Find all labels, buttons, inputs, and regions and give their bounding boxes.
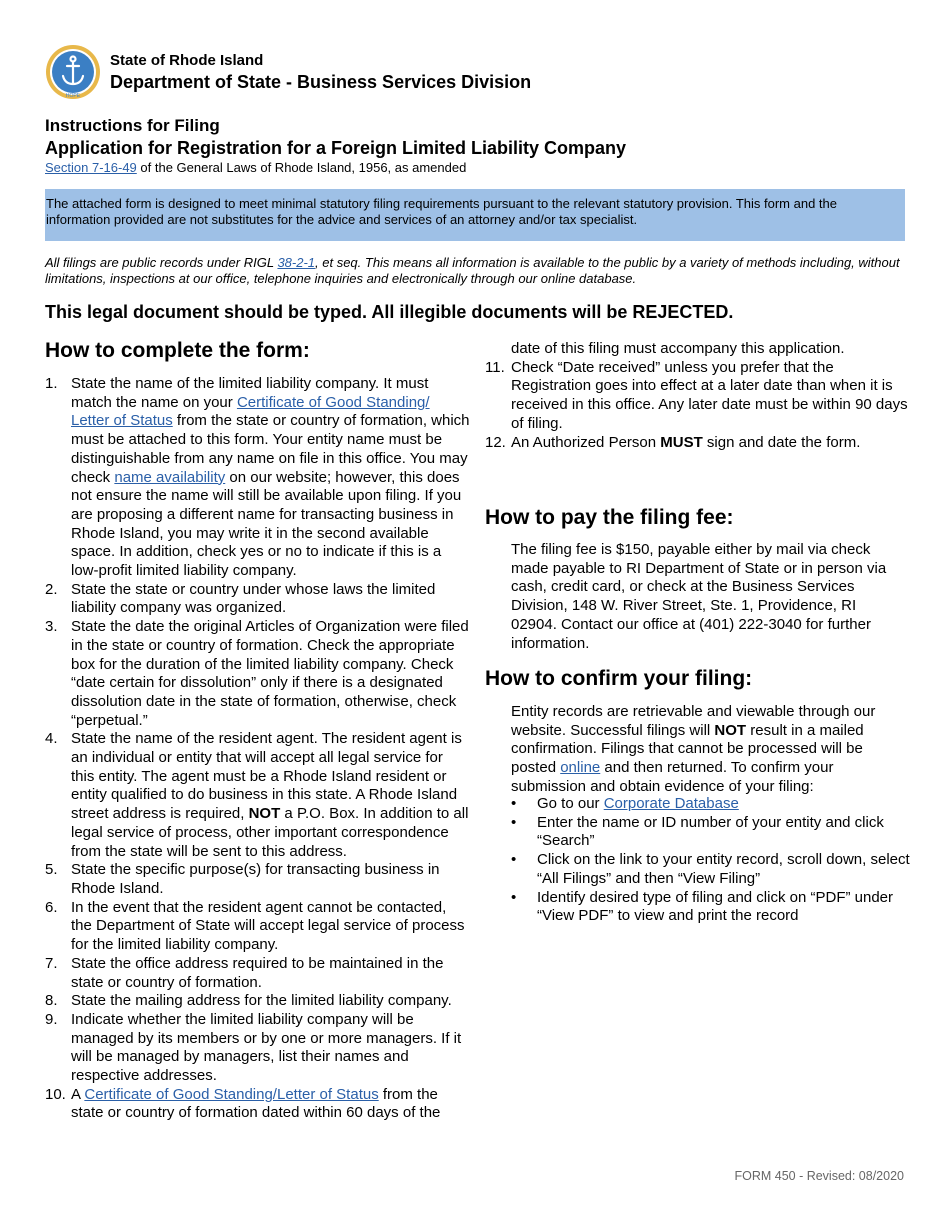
law-reference (45, 160, 466, 175)
list-item: 9. Indicate whether the limited liability company will be managed by its members or by one or more managers. If it will be managed by managers, list their names and respective addresses. (45, 1010, 462, 1085)
list-item: 2. State the state or country under whose laws the limited liability company was organized. (45, 580, 436, 617)
complete-form-heading: How to complete the form: (45, 339, 310, 362)
law-section-link[interactable]: Section 7-16-49 (45, 160, 137, 175)
list-item: • Enter the name or ID number of your entity and click “Search” (511, 813, 884, 850)
department-name: Department of State - Business Services Division (110, 72, 532, 92)
svg-text:HOPE: HOPE (65, 93, 81, 99)
list-item-continued: date of this filing must accompany this application. (511, 340, 845, 357)
instructions-title: Instructions for Filing (45, 116, 220, 135)
disclaimer-notice: The attached form is designed to meet minimal statutory filing requirements pursuant to the relevant statutory provision. This form and the information provided are not substitutes for the advice and services of an attorney and/or tax specialist. (45, 189, 905, 241)
confirm-filing-heading: How to confirm your filing: (485, 667, 753, 690)
law-reference-text: of the General Laws of Rhode Island, 1956, as amended (136, 160, 467, 175)
list-item: 8. State the mailing address for the limited liability company. (45, 992, 452, 1010)
list-item: • Click on the link to your entity record, scroll down, select “All Filings” and then “View Filing” (511, 851, 910, 887)
list-item: 6. In the event that the resident agent cannot be contacted, the Department of State will accept legal service of process for the limited liability company. (45, 898, 465, 954)
online-link[interactable]: online (560, 759, 601, 777)
confirm-filing-text: Entity records are retrievable and viewable through our website. Successful filings will NOT result in a mailed confirmation. Filings that cannot be processed will be posted online and then returned. To confirm your submission and obtain evidence of your filing: (511, 703, 876, 795)
filing-fee-heading: How to pay the filing fee: (485, 506, 734, 529)
typed-warning: This legal document should be typed. All illegible documents will be REJECTED. (45, 302, 734, 322)
list-item: 1. State the name of the limited liability company. It must match the name on your Certificate of Good Standing/ Letter of Status from the state or country of formation, which must be attached to this form. Your entity name must be distinguishable from any name on file in this office. You may check name availability on our website; however, this does not ensure the name will still be available upon filing. If you are proposing a different name for transacting business in Rhode Island, you may write it in the second available space. In addition, check yes or no to indicate if this is a low-profit limited liability company. (45, 375, 470, 580)
list-item: 3. State the date the original Articles of Organization were filed in the state or country of formation. Check the appropriate box for the duration of the limited liability company. Check “date certain for dissolution” only if there is a designated dissolution date in the state of formation, otherwise, check “perpetual.” (45, 618, 469, 729)
filing-fee-text: The filing fee is $150, payable either by mail via check made payable to RI Department of State or in person via cash, credit card, or check at the Business Services Division, 148 W. River Street, Ste. 1, Providence, RI 02904. Contact our office at (401) 222-3040 for further information. (511, 541, 887, 652)
corporate-database-link[interactable]: Corporate Database (603, 795, 739, 812)
public-records-notice: All filings are public records under RIGL 38-2-1, et seq. This means all information is available to the public by a variety of methods including, without limitations, inspections at our office, telephone inquiries and electronically through our online database. (45, 255, 900, 286)
good-standing-link[interactable]: Certificate of Good Standing/ Letter of Status (71, 393, 430, 430)
rigl-link[interactable]: 38-2-1 (277, 255, 316, 270)
list-item: 12. An Authorized Person MUST sign and date the form. (485, 433, 861, 451)
instructions-continued (485, 340, 910, 452)
list-item: 11. Check “Date received” unless you prefer that the Registration goes into effect at a later date than when it is received in this office. Any later date must be within 90 days of filing. (485, 358, 908, 432)
list-item: • Go to our Corporate Database (511, 795, 739, 812)
list-item: • Identify desired type of filing and click on “PDF” under “View PDF” to view and print the record (511, 888, 894, 925)
state-name: State of Rhode Island (110, 52, 264, 69)
good-standing-link-2[interactable]: Certificate of Good Standing/Letter of Status (84, 1085, 379, 1103)
form-title: Application for Registration for a Foreign Limited Liability Company (45, 138, 627, 158)
list-item: 10. A Certificate of Good Standing/Letter of Status from the state or country of formation dated within 60 days of the (45, 1085, 441, 1122)
list-item: 5. State the specific purpose(s) for transacting business in Rhode Island. (45, 861, 440, 897)
list-item: 7. State the office address required to be maintained in the state or country of formation. (45, 954, 444, 991)
form-revision-footer: FORM 450 - Revised: 08/2020 (734, 1169, 904, 1183)
state-seal-logo (45, 44, 101, 100)
name-availability-link[interactable]: name availability (114, 468, 226, 486)
instructions-list (45, 375, 470, 1123)
list-item: 4. State the name of the resident agent. The resident agent is an individual or entity that will accept all legal service for this entity. The agent must be a Rhode Island resident or entity qualified to do business in this state. A Rhode Island street address is required, NOT a P.O. Box. In addition to all legal service of process, other important correspondence from the state will be sent to this address. (45, 730, 469, 860)
confirm-steps-list (511, 795, 911, 926)
